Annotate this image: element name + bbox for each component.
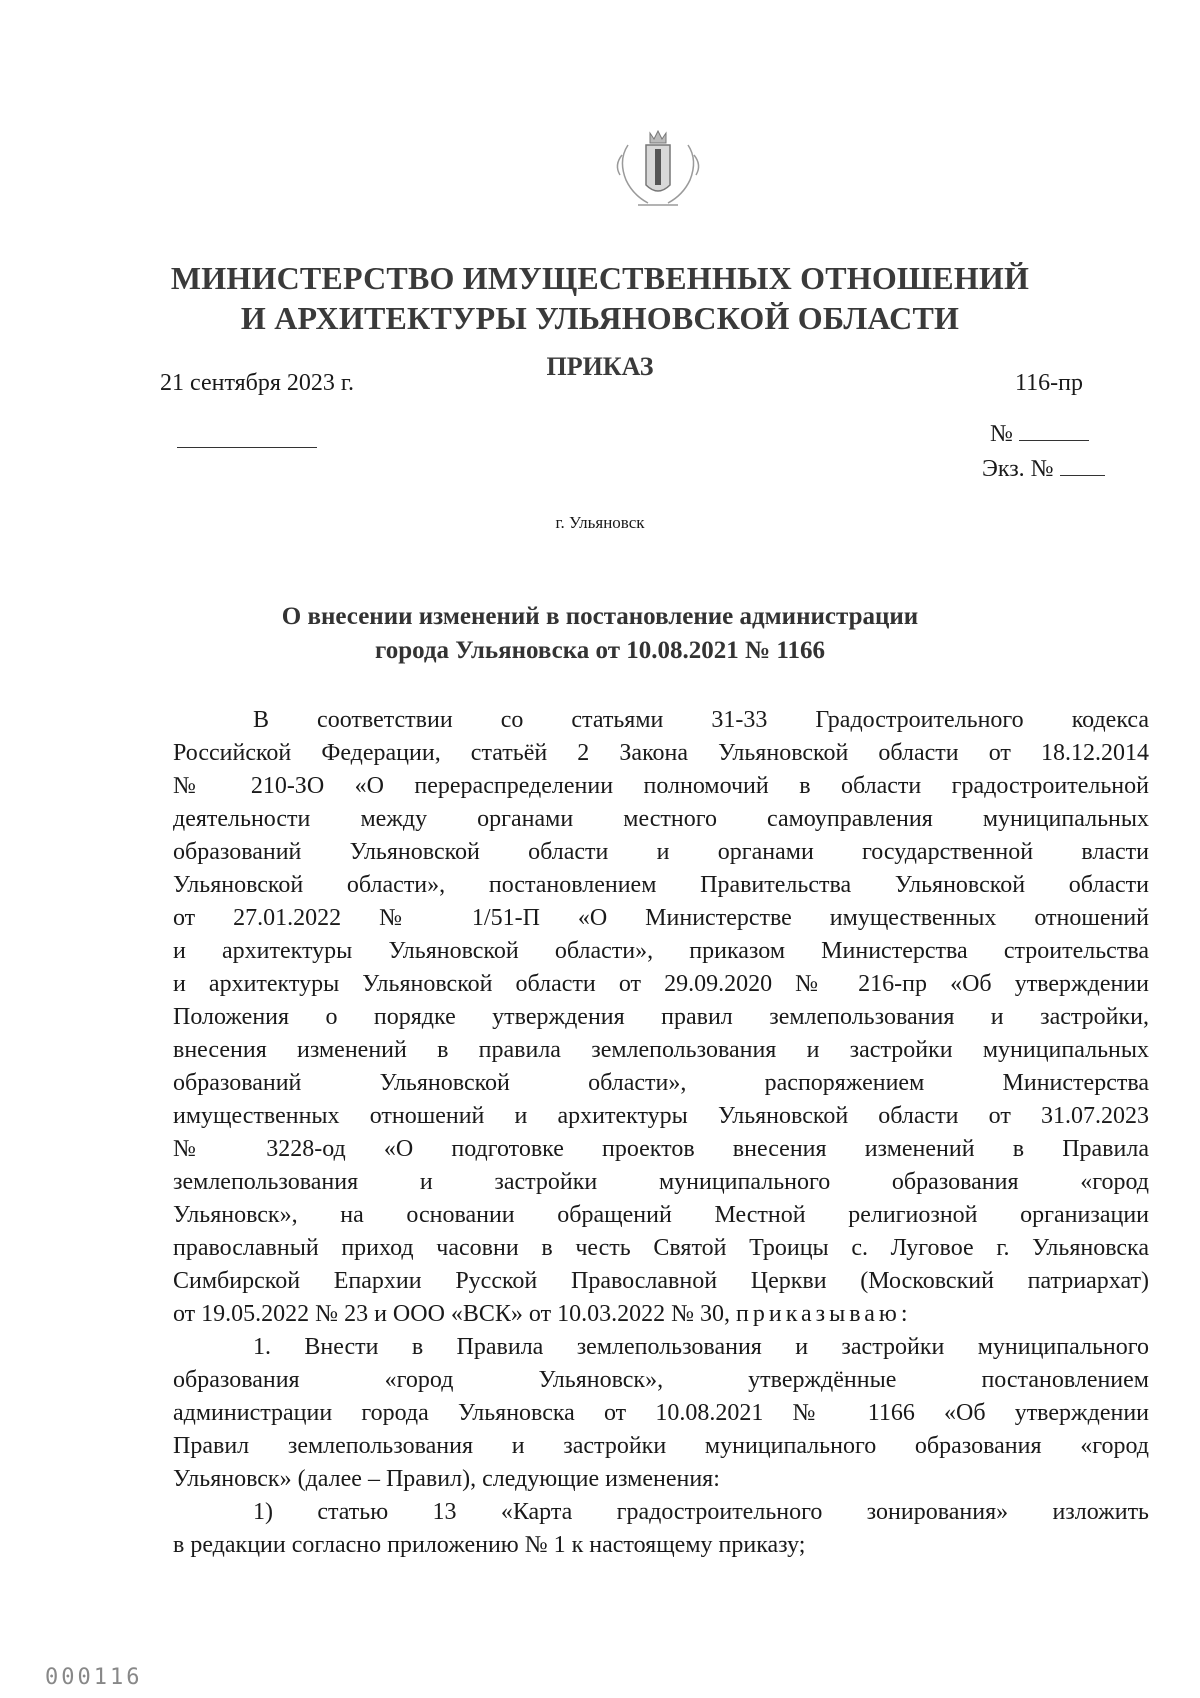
order-date: 21 сентября 2023 г. xyxy=(160,370,355,396)
document-subject xyxy=(0,600,1200,668)
preamble-last: от 19.05.2022 № 23 и ООО «ВСК» от 10.03.2022 № 30, xyxy=(173,1301,731,1327)
subject-line-2: города Ульяновска от 10.08.2021 № 1166 xyxy=(374,637,825,664)
body-line: и архитектуры Ульяновской области от 29.09.2020 № 216-пр «Об утверждении xyxy=(173,971,1149,997)
document-body xyxy=(173,704,1149,1562)
number-label: № xyxy=(990,421,1013,447)
ministry-line-2: И АРХИТЕКТУРЫ УЛЬЯНОВСКОЙ ОБЛАСТИ xyxy=(240,300,960,336)
body-line: деятельности между органами местного самоуправления муниципальных xyxy=(173,806,1149,832)
number-blank xyxy=(1019,420,1089,441)
body-line: православный приход часовни в честь Святой Троицы с. Луговое г. Ульяновска xyxy=(173,1235,1149,1261)
copy-label: Экз. № xyxy=(982,456,1054,482)
body-line: образований Ульяновской области и органами государственной власти xyxy=(173,839,1149,865)
coat-of-arms-icon xyxy=(608,125,708,215)
body-line: имущественных отношений и архитектуры Ульяновской области от 31.07.2023 xyxy=(173,1103,1149,1129)
item-1-last: Ульяновск» (далее – Правил), следующие изменения: xyxy=(173,1466,720,1492)
ministry-name xyxy=(0,258,1200,338)
body-line: Ульяновск», на основании обращений Местной религиозной организации xyxy=(173,1202,1149,1228)
item-1-line: образования «город Ульяновск», утверждённые постановлением xyxy=(173,1367,1149,1393)
item-1-line: 1. Внести в Правила землепользования и застройки муниципального xyxy=(253,1334,1149,1360)
body-line: Ульяновской области», постановлением Правительства Ульяновской области xyxy=(173,872,1149,898)
body-line: образований Ульяновской области», распоряжением Министерства xyxy=(173,1070,1149,1096)
city: г. Ульяновск xyxy=(555,513,645,532)
item-1-line: администрации города Ульяновска от 10.08.2021 № 1166 «Об утверждении xyxy=(173,1400,1149,1426)
ministry-line-1: МИНИСТЕРСТВО ИМУЩЕСТВЕННЫХ ОТНОШЕНИЙ xyxy=(170,260,1030,296)
copy-blank xyxy=(1060,455,1105,476)
order-title: ПРИКАЗ xyxy=(546,352,654,381)
body-line-last xyxy=(173,1298,1149,1331)
body-line: В соответствии со статьями 31-33 Градостроительного кодекса xyxy=(253,707,1149,733)
page-stamp: 000116 xyxy=(45,1665,143,1690)
item-1-line: Правил землепользования и застройки муниципального образования «город xyxy=(173,1433,1149,1459)
subitem-1-line: 1) статью 13 «Карта градостроительного зонирования» изложить xyxy=(253,1499,1149,1525)
body-line: Симбирской Епархии Русской Православной Церкви (Московский патриархат) xyxy=(173,1268,1149,1294)
body-line: землепользования и застройки муниципального образования «город xyxy=(173,1169,1149,1195)
date-underline xyxy=(177,447,317,448)
subject-line-1: О внесении изменений в постановление администрации xyxy=(281,603,919,630)
orders-word: приказываю: xyxy=(736,1301,912,1327)
number-field xyxy=(990,420,1089,448)
copy-field xyxy=(982,455,1105,483)
body-line: Положения о порядке утверждения правил землепользования и застройки, xyxy=(173,1004,1149,1030)
body-line: № 210-ЗО «О перераспределении полномочий в области градостроительной xyxy=(173,773,1149,799)
body-line: Российской Федерации, статьёй 2 Закона Ульяновской области от 18.12.2014 xyxy=(173,740,1149,766)
body-line: внесения изменений в правила землепользования и застройки муниципальных xyxy=(173,1037,1149,1063)
subitem-1-last: в редакции согласно приложению № 1 к настоящему приказу; xyxy=(173,1532,806,1558)
body-line: и архитектуры Ульяновской области», приказом Министерства строительства xyxy=(173,938,1149,964)
body-line: № 3228-од «О подготовке проектов внесения изменений в Правила xyxy=(173,1136,1149,1162)
body-line: от 27.01.2022 № 1/51-П «О Министерстве имущественных отношений xyxy=(173,905,1149,931)
registration-number: 116-пр xyxy=(1015,370,1083,396)
